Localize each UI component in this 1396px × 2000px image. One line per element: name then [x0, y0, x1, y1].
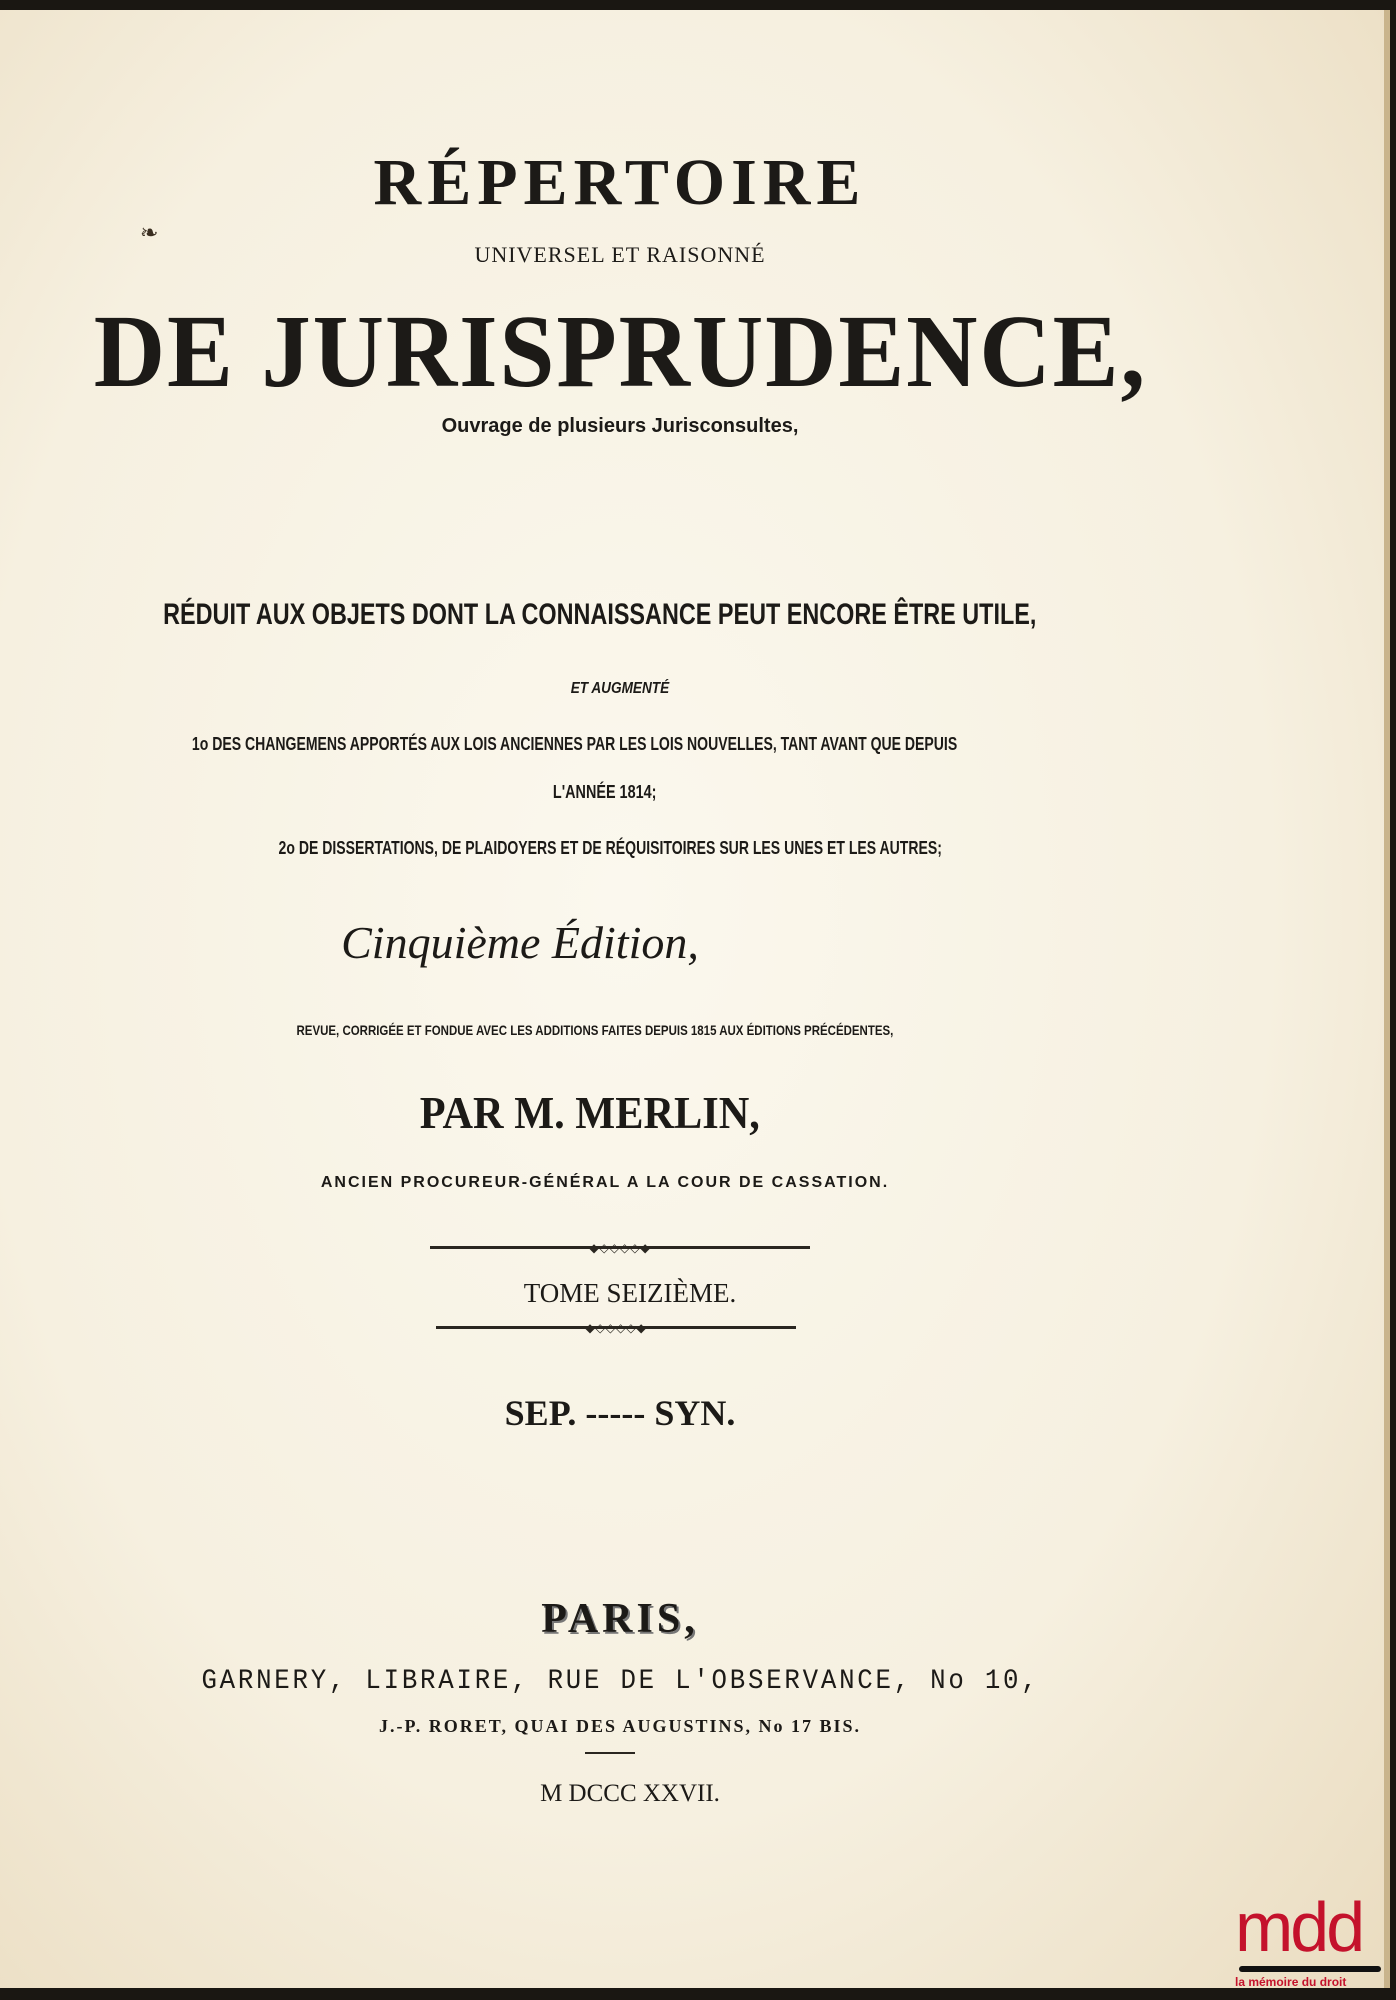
augmented-line: ET AUGMENTÉ: [570, 680, 670, 697]
volume-range: SEP. ----- SYN.: [504, 1393, 736, 1433]
fleuron-ornament-icon: ❧: [140, 220, 159, 245]
point-1-continued: L'ANNÉE 1814;: [553, 782, 657, 802]
main-title: DE JURISPRUDENCE,: [93, 294, 1147, 409]
logo-mark: mdd: [1235, 1888, 1363, 1966]
work-of-line: Ouvrage de plusieurs Jurisconsultes,: [441, 415, 799, 437]
revised-line: REVUE, CORRIGÉE ET FONDUE AVEC LES ADDITIONS FAITES DEPUIS 1815 AUX ÉDITIONS PRÉCÉDENTES,: [296, 1022, 894, 1038]
volume: TOME SEIZIÈME.: [523, 1278, 737, 1308]
short-rule: [585, 1752, 635, 1754]
edition-line: Cinquième Édition,: [341, 917, 699, 968]
ornamental-rule-bottom: ◆◇◇◇◇◆: [436, 1326, 796, 1329]
mdd-watermark-logo: [1235, 1888, 1385, 1992]
city: PARIS,: [541, 1596, 699, 1642]
publisher-2: J.-P. RORET, QUAI DES AUGUSTINS, No 17 BIS.: [378, 1716, 862, 1736]
logo-tagline: la mémoire du droit: [1235, 1975, 1347, 1989]
logo-bar: [1239, 1966, 1381, 1972]
year: M DCCC XXVII.: [540, 1780, 720, 1807]
point-1: 1o DES CHANGEMENS APPORTÉS AUX LOIS ANCIENNES PAR LES LOIS NOUVELLES, TANT AVANT QUE DEPUIS: [192, 734, 958, 754]
subtitle: UNIVERSEL ET RAISONNÉ: [474, 242, 766, 267]
title: RÉPERTOIRE: [373, 146, 867, 219]
publisher-1: GARNERY, LIBRAIRE, RUE DE L'OBSERVANCE, No 10,: [200, 1666, 1040, 1697]
author: PAR M. MERLIN,: [419, 1087, 761, 1138]
reduced-line: RÉDUIT AUX OBJETS DONT LA CONNAISSANCE PEUT ENCORE ÊTRE UTILE,: [163, 598, 1037, 631]
point-2: 2o DE DISSERTATIONS, DE PLAIDOYERS ET DE RÉQUISITOIRES SUR LES UNES ET LES AUTRES;: [278, 838, 942, 858]
title-page: [0, 10, 1390, 1988]
ornamental-rule-top: ◆◇◇◇◇◆: [430, 1246, 810, 1249]
author-title: ANCIEN PROCUREUR-GÉNÉRAL A LA COUR DE CASSATION.: [320, 1174, 890, 1191]
